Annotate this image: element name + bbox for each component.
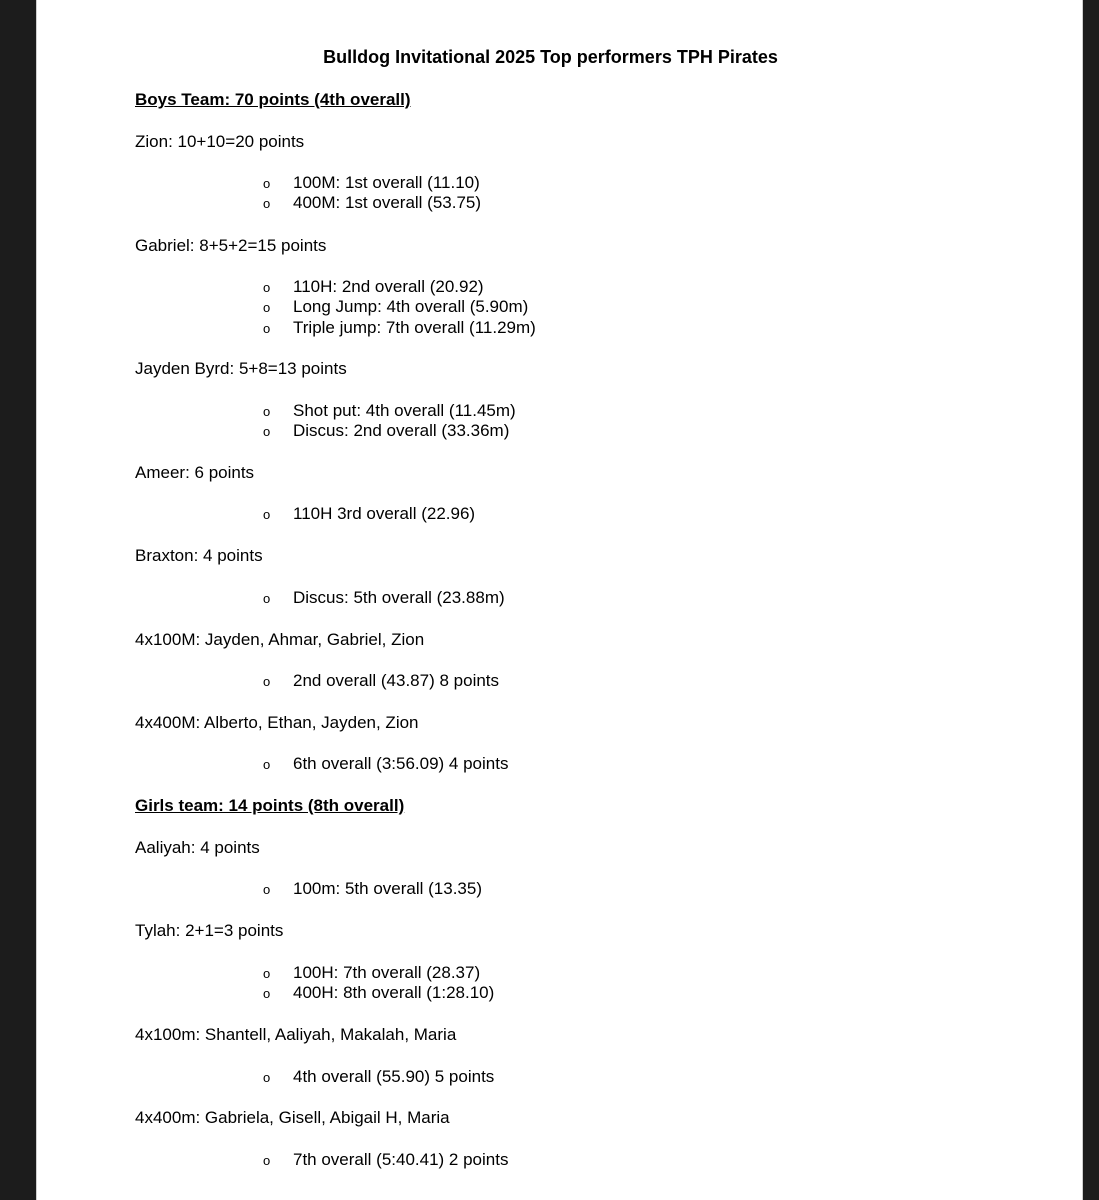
athlete-line: Braxton: 4 points — [135, 546, 263, 565]
bullet-icon: o — [263, 986, 271, 1001]
relay-line: 4x400m: Gabriela, Gisell, Abigail H, Maria — [135, 1108, 450, 1127]
event-item: o 100M: 1st overall (11.10) — [263, 173, 480, 192]
girls-team-heading: Girls team: 14 points (8th overall) — [135, 796, 405, 815]
bullet-icon: o — [263, 404, 271, 419]
athlete-line: Tylah: 2+1=3 points — [135, 921, 284, 940]
event-item: o 110H: 2nd overall (20.92) — [263, 277, 484, 296]
event-item: o 6th overall (3:56.09) 4 points — [263, 754, 509, 773]
bullet-icon: o — [263, 300, 271, 315]
bullet-icon: o — [263, 1070, 271, 1085]
event-item: o 400H: 8th overall (1:28.10) — [263, 983, 495, 1002]
athlete-line: Zion: 10+10=20 points — [135, 132, 305, 151]
athlete-line: Ameer: 6 points — [135, 463, 255, 482]
relay-line: 4x100m: Shantell, Aaliyah, Makalah, Maria — [135, 1025, 457, 1044]
bullet-icon: o — [263, 882, 271, 897]
bullet-icon: o — [263, 966, 271, 981]
event-item: o 400M: 1st overall (53.75) — [263, 193, 482, 212]
document-title: Bulldog Invitational 2025 Top performers TPH Pirates — [323, 47, 778, 67]
bullet-icon: o — [263, 674, 271, 689]
event-item: o Discus: 2nd overall (33.36m) — [263, 421, 510, 440]
bullet-icon: o — [263, 280, 271, 295]
document-page — [36, 0, 1083, 1200]
relay-line: 4x400M: Alberto, Ethan, Jayden, Zion — [135, 713, 419, 732]
bullet-icon: o — [263, 1153, 271, 1168]
event-item: o 2nd overall (43.87) 8 points — [263, 671, 500, 690]
event-item: o 4th overall (55.90) 5 points — [263, 1067, 495, 1086]
event-item: o 110H 3rd overall (22.96) — [263, 504, 476, 523]
event-item: o Triple jump: 7th overall (11.29m) — [263, 318, 536, 337]
event-item: o Shot put: 4th overall (11.45m) — [263, 401, 516, 420]
event-item: o 7th overall (5:40.41) 2 points — [263, 1150, 509, 1169]
bullet-icon: o — [263, 591, 271, 606]
bullet-icon: o — [263, 507, 271, 522]
bullet-icon: o — [263, 176, 271, 191]
bullet-icon: o — [263, 196, 271, 211]
boys-team-heading: Boys Team: 70 points (4th overall) — [135, 90, 411, 109]
bullet-icon: o — [263, 424, 271, 439]
event-item: o Discus: 5th overall (23.88m) — [263, 588, 505, 607]
relay-line: 4x100M: Jayden, Ahmar, Gabriel, Zion — [135, 630, 425, 649]
athlete-line: Gabriel: 8+5+2=15 points — [135, 236, 327, 255]
event-item: o 100H: 7th overall (28.37) — [263, 963, 481, 982]
athlete-line: Aaliyah: 4 points — [135, 838, 260, 857]
bullet-icon: o — [263, 757, 271, 772]
event-item: o 100m: 5th overall (13.35) — [263, 879, 482, 898]
bullet-icon: o — [263, 321, 271, 336]
event-item: o Long Jump: 4th overall (5.90m) — [263, 297, 529, 316]
athlete-line: Jayden Byrd: 5+8=13 points — [135, 359, 347, 378]
